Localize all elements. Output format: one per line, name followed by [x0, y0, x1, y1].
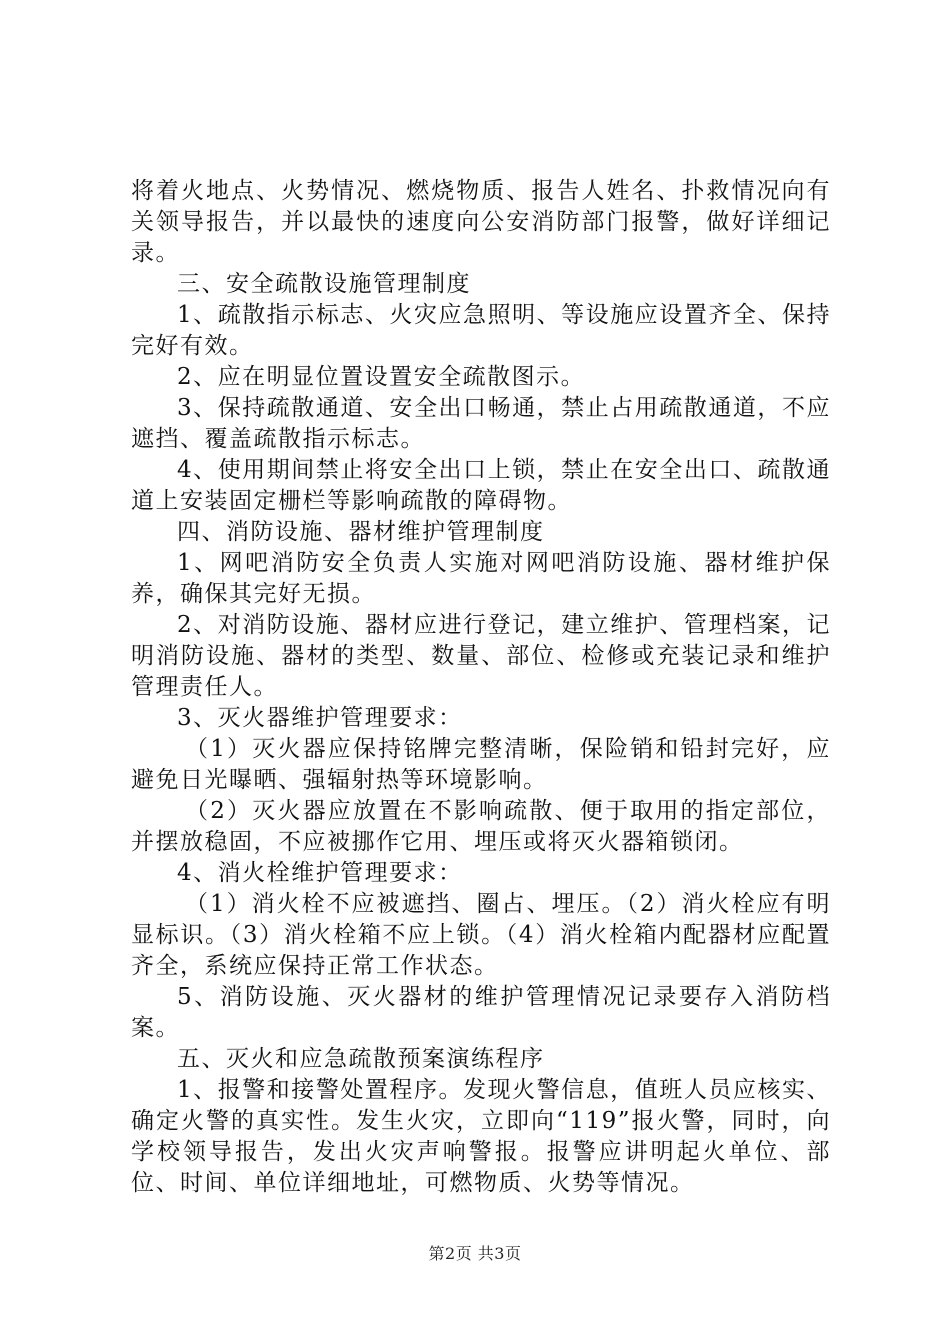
paragraph-item: 3、保持疏散通道、安全出口畅通，禁止占用疏散通道，不应遮挡、覆盖疏散指示标志。 [131, 395, 831, 452]
section-heading-drill: 五、灭火和应急疏散预案演练程序 [177, 1046, 545, 1072]
page-footer: 第2页 共3页 [428, 1244, 522, 1263]
paragraph-item: 4、消火栓维护管理要求： [177, 860, 463, 886]
paragraph-subitem: （1）灭火器应保持铭牌完整清晰，保险销和铅封完好，应避免日光曝晒、强辐射热等环境影响。 [131, 736, 831, 793]
document-body [131, 176, 831, 1199]
paragraph-item: 5、消防设施、灭火器材的维护管理情况记录要存入消防档案。 [131, 984, 831, 1041]
paragraph-continuation: 将着火地点、火势情况、燃烧物质、报告人姓名、扑救情况向有关领导报告，并以最快的速度向公安消防部门报警，做好详细记录。 [131, 178, 831, 266]
paragraph-item: 4、使用期间禁止将安全出口上锁，禁止在安全出口、疏散通道上安装固定栅栏等影响疏散的障碍物。 [131, 457, 831, 514]
paragraph-item: 1、疏散指示标志、火灾应急照明、等设施应设置齐全、保持完好有效。 [131, 302, 831, 359]
section-heading-equipment: 四、消防设施、器材维护管理制度 [177, 519, 545, 545]
paragraph-subitem: （2）灭火器应放置在不影响疏散、便于取用的指定部位，并摆放稳固，不应被挪作它用、埋压或将灭火器箱锁闭。 [131, 798, 831, 855]
paragraph-item: 1、报警和接警处置程序。发现火警信息，值班人员应核实、确定火警的真实性。发生火灾，立即向“119”报火警，同时，向学校领导报告，发出火灾声响警报。报警应讲明起火单位、部位、时间、单位详细地址，可燃物质、火势等情况。 [131, 1077, 831, 1196]
paragraph-item: 3、灭火器维护管理要求： [177, 705, 463, 731]
paragraph-subitem: （1）消火栓不应被遮挡、圈占、埋压。（2）消火栓应有明显标识。（3）消火栓箱不应上锁。（4）消火栓箱内配器材应配置齐全，系统应保持正常工作状态。 [131, 891, 831, 979]
section-heading-evacuation: 三、安全疏散设施管理制度 [177, 271, 471, 297]
paragraph-item: 1、网吧消防安全负责人实施对网吧消防设施、器材维护保养，确保其完好无损。 [131, 550, 831, 607]
paragraph-item: 2、应在明显位置设置安全疏散图示。 [177, 364, 586, 390]
paragraph-item: 2、对消防设施、器材应进行登记，建立维护、管理档案，记明消防设施、器材的类型、数量、部位、检修或充装记录和维护管理责任人。 [131, 612, 831, 700]
